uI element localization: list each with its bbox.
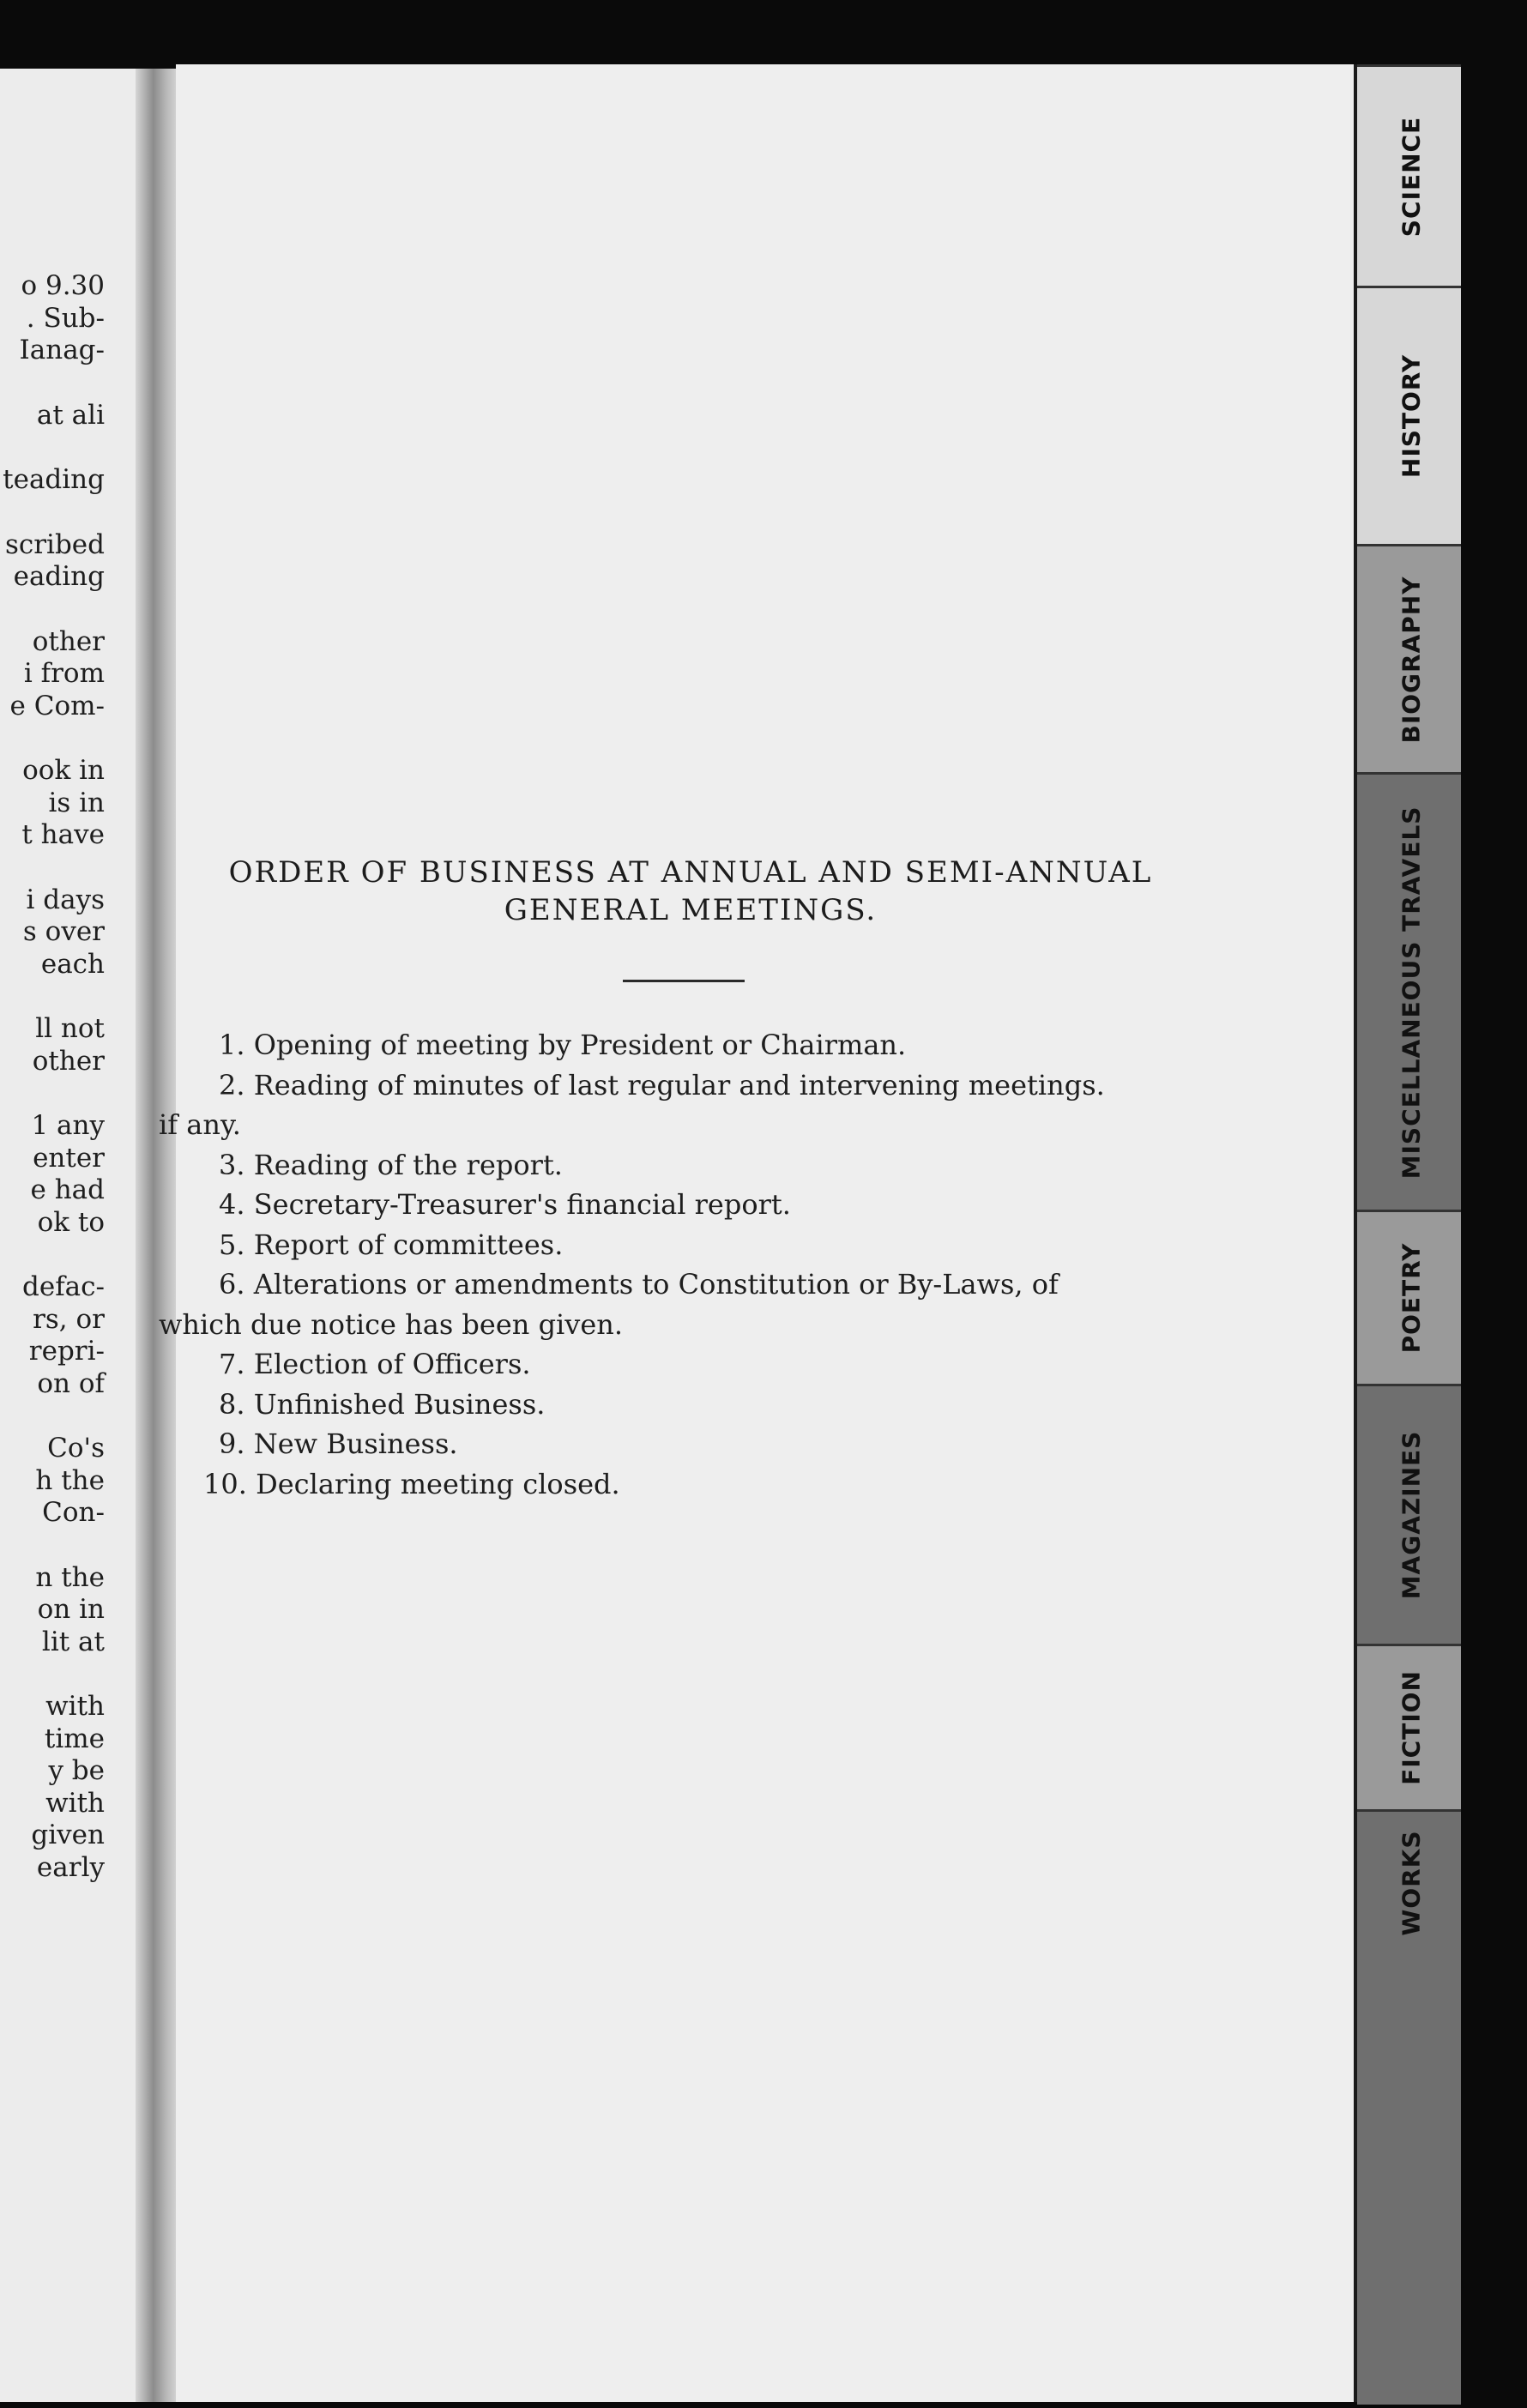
tab-label: SCIENCE: [1397, 116, 1425, 237]
left-page-line: given: [31, 1820, 105, 1850]
list-item: [159, 1344, 1231, 1385]
left-page-line: ok to: [37, 1206, 105, 1238]
item-text: Report of committees.: [253, 1228, 564, 1261]
tab-label: POETRY: [1397, 1242, 1425, 1354]
item-continuation: if any.: [159, 1108, 241, 1141]
page-heading: [176, 854, 1205, 929]
heading-line-2: GENERAL MEETINGS.: [504, 893, 878, 927]
item-number: 2.: [219, 1068, 245, 1101]
tab-history[interactable]: [1357, 286, 1464, 544]
tab-label: WORKS: [1397, 1830, 1425, 1936]
left-page-line: o 9.30: [21, 270, 105, 301]
left-page-line: 1 any: [31, 1110, 105, 1141]
item-number: 6.: [219, 1268, 245, 1301]
tab-science[interactable]: [1357, 64, 1464, 286]
left-page-line: h the: [35, 1464, 105, 1496]
left-page-line: Con-: [42, 1497, 105, 1528]
left-page-line: on of: [37, 1367, 105, 1399]
left-page-line: rs, or: [33, 1303, 105, 1335]
item-text: Secretary-Treasurer's financial report.: [253, 1188, 791, 1221]
left-page-line: i from: [23, 658, 105, 689]
left-page-line: s over: [22, 916, 105, 947]
list-item: [159, 1145, 1231, 1186]
item-text: New Business.: [253, 1427, 458, 1460]
left-page-line: Ianag-: [19, 335, 105, 365]
left-page-line: e Com-: [9, 690, 105, 721]
list-item: [159, 1065, 1231, 1145]
list-item: [159, 1264, 1231, 1344]
item-text: Unfinished Business.: [253, 1387, 546, 1421]
heading-divider: [623, 980, 745, 982]
left-page-line: is in: [48, 787, 105, 818]
item-text: Election of Officers.: [253, 1348, 531, 1380]
item-number: 9.: [219, 1427, 245, 1460]
item-continuation: which due notice has been given.: [159, 1307, 624, 1341]
order-of-business-list: [159, 1025, 1231, 1504]
left-page-line: time: [44, 1723, 105, 1754]
tab-works[interactable]: [1357, 1809, 1464, 2405]
tab-magazines[interactable]: [1357, 1384, 1464, 1644]
item-number: 10.: [203, 1467, 247, 1500]
tab-label: BIOGRAPHY: [1397, 575, 1425, 744]
list-item: [159, 1464, 1231, 1505]
left-page-line: t have: [21, 819, 105, 850]
list-item: [159, 1385, 1231, 1425]
left-page-line: at ali: [36, 399, 105, 431]
left-page-line: ook in: [22, 755, 105, 786]
left-page-line: i days: [26, 884, 105, 915]
left-page-line: eading: [13, 561, 105, 592]
tab-miscellaneous-travels[interactable]: [1357, 772, 1464, 1210]
left-page-line: other: [32, 625, 105, 657]
item-number: 7.: [219, 1348, 245, 1380]
left-page-line: teading: [3, 464, 105, 495]
left-page-line: with: [45, 1691, 105, 1722]
item-number: 8.: [219, 1387, 245, 1421]
list-item: [159, 1025, 1231, 1065]
item-text: Declaring meeting closed.: [256, 1467, 620, 1500]
left-page-line: defac-: [22, 1271, 105, 1302]
tab-fiction[interactable]: [1357, 1644, 1464, 1809]
left-page-line: e had: [30, 1174, 105, 1205]
left-page-line: on in: [37, 1594, 105, 1625]
left-page-line: other: [32, 1045, 105, 1077]
list-item: [159, 1424, 1231, 1464]
thumb-index-tabs: [1354, 64, 1464, 2402]
list-item: [159, 1225, 1231, 1265]
item-text: Reading of the report.: [253, 1148, 563, 1181]
heading-line-1: ORDER OF BUSINESS AT ANNUAL AND SEMI-ANNUAL: [228, 855, 1153, 890]
tab-label: MAGAZINES: [1397, 1430, 1425, 1600]
left-page-line: repri-: [28, 1336, 105, 1367]
item-text: Alterations or amendments to Constitution or By-Laws, of: [253, 1268, 1059, 1301]
item-number: 3.: [219, 1148, 245, 1181]
item-number: 1.: [219, 1029, 245, 1061]
left-page-line: Co's: [47, 1433, 105, 1464]
page-edge-shadow: [1461, 64, 1527, 2408]
left-page-line: with: [45, 1787, 105, 1819]
tab-poetry[interactable]: [1357, 1210, 1464, 1384]
left-page-line: n the: [35, 1561, 105, 1593]
list-item: [159, 1185, 1231, 1225]
left-page-line: . Sub-: [26, 302, 105, 334]
left-page-line: each: [40, 948, 105, 980]
tab-label: FICTION: [1397, 1670, 1425, 1785]
tab-biography[interactable]: [1357, 544, 1464, 772]
left-page-line: y be: [48, 1755, 105, 1786]
tab-label: HISTORY: [1397, 353, 1425, 479]
item-text: Reading of minutes of last regular and intervening meetings.: [253, 1068, 1105, 1101]
left-page-line: early: [36, 1851, 105, 1883]
left-page-line: lit at: [41, 1626, 105, 1657]
left-page-line: enter: [33, 1142, 105, 1174]
item-number: 4.: [219, 1188, 245, 1221]
tab-label: MISCELLANEOUS TRAVELS: [1397, 806, 1425, 1179]
left-page-line: scribed: [4, 528, 105, 560]
item-text: Opening of meeting by President or Chairman.: [253, 1029, 907, 1061]
item-number: 5.: [219, 1228, 245, 1261]
left-page-line: ll not: [35, 1013, 105, 1044]
